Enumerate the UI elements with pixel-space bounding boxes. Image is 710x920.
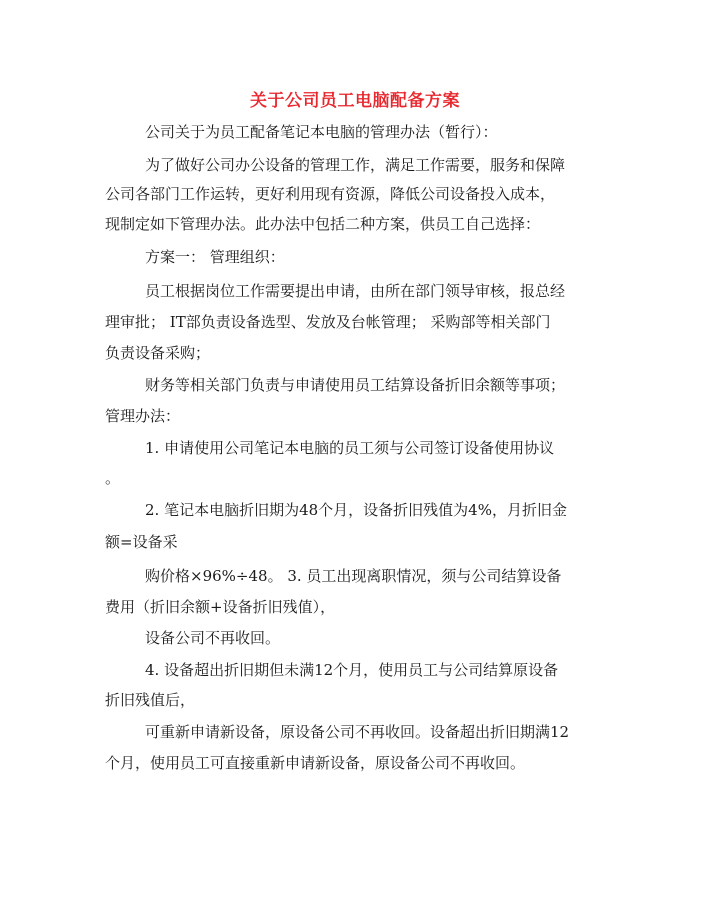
paragraph-line: 方案一： 管理组织：: [145, 248, 285, 266]
paragraph-line: 1. 申请使用公司笔记本电脑的员工须与公司签订设备使用协议: [145, 439, 555, 457]
paragraph-line: 。: [105, 469, 121, 487]
paragraph-line: 可重新申请新设备，原设备公司不再收回。设备超出折旧期满12: [145, 723, 570, 741]
paragraph-line: 费用（折旧余额+设备折旧残值），: [105, 598, 336, 616]
paragraph-line: 为了做好公司办公设备的管理工作，满足工作需要，服务和保障: [145, 156, 566, 174]
paragraph-line: 理审批； IT部负责设备选型、发放及台帐管理； 采购部等相关部门: [105, 313, 551, 331]
paragraph-line: 员工根据岗位工作需要提出申请，由所在部门领导审核，报总经: [145, 282, 566, 300]
paragraph-line: 2. 笔记本电脑折旧期为48个月，设备折旧残值为4%，月折旧金: [145, 501, 567, 519]
paragraph-line: 4. 设备超出折旧期但未满12个月，使用员工与公司结算原设备: [145, 661, 559, 679]
paragraph-line: 负责设备采购；: [105, 344, 211, 362]
paragraph-line: 额=设备采: [105, 533, 178, 551]
paragraph-line: 折旧残值后，: [105, 691, 196, 709]
paragraph-line: 管理办法：: [105, 407, 181, 425]
paragraph-line: 购价格×96%÷48。 3. 员工出现离职情况，须与公司结算设备: [145, 567, 562, 585]
paragraph-line: 公司各部门工作运转，更好利用现有资源，降低公司设备投入成本，: [105, 185, 556, 203]
paragraph-line: 个月，使用员工可直接重新申请新设备，原设备公司不再收回。: [105, 754, 526, 772]
paragraph-line: 公司关于为员工配备笔记本电脑的管理办法（暂行）：: [145, 123, 498, 141]
paragraph-line: 现制定如下管理办法。此办法中包括二种方案，供员工自己选择：: [105, 215, 541, 233]
paragraph-line: 设备公司不再收回。: [145, 629, 281, 647]
document-title: 关于公司员工电脑配备方案: [250, 91, 460, 111]
paragraph-line: 财务等相关部门负责与申请使用员工结算设备折旧余额等事项；: [145, 376, 566, 394]
